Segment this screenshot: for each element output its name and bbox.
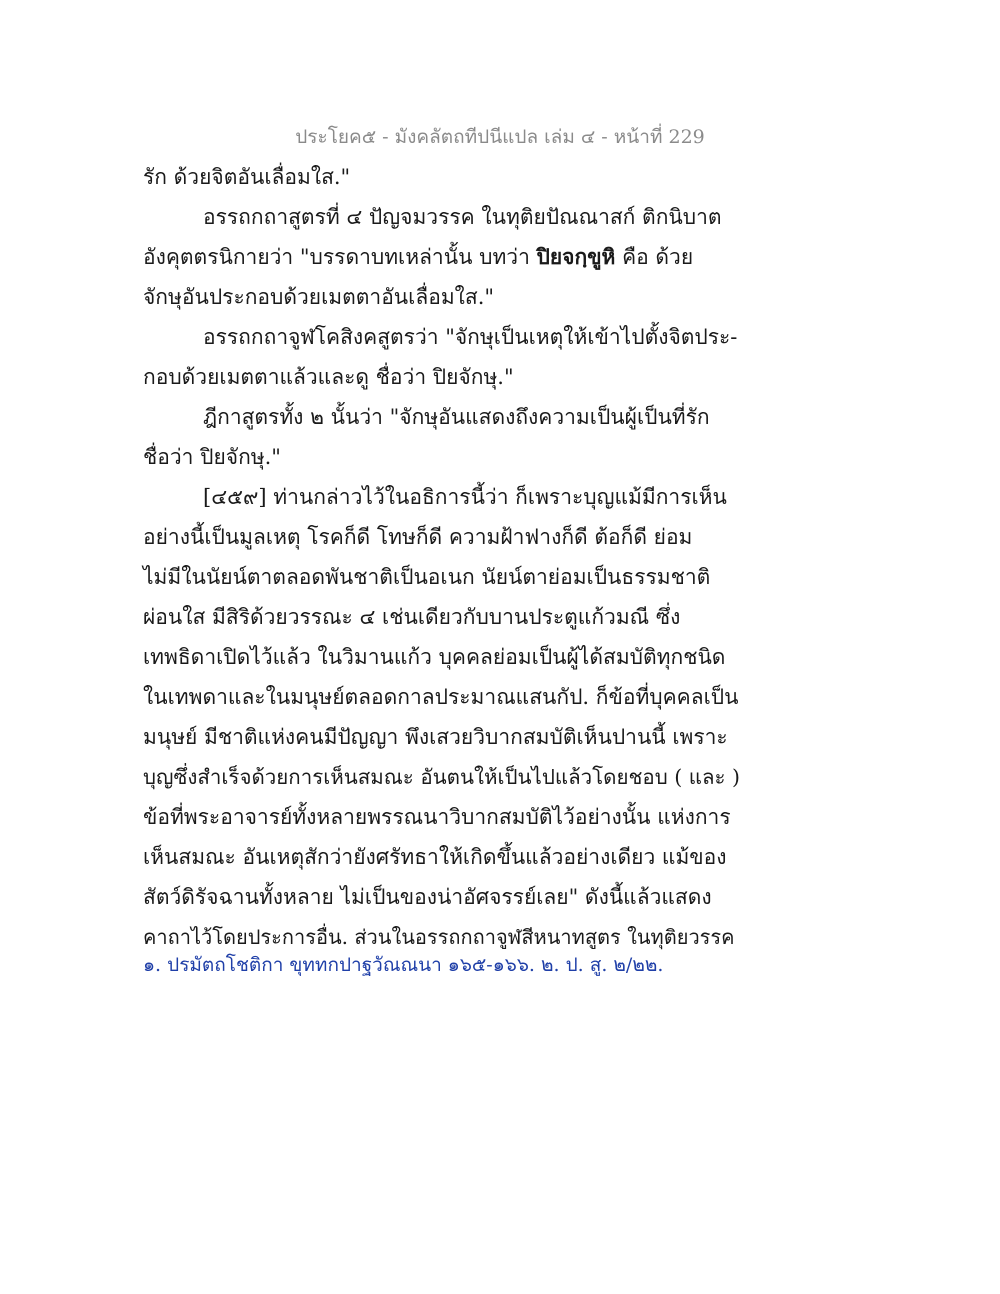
text-line: [143, 477, 743, 517]
line-text: บุญซึ่งสำเร็จด้วยการเห็นสมณะ อันตนให้เป็นไปแล้วโดยชอบ ( และ ): [143, 765, 741, 789]
running-title: ประโยค๕ - มังคลัตถทีปนีแปล เล่ม ๔ - หน้าที่ 229: [295, 126, 705, 148]
line-text: ชื่อว่า ปิยจักษุ.": [143, 445, 281, 469]
line-text: คือ ด้วย: [615, 245, 694, 269]
text-line: [143, 557, 743, 597]
text-line: [143, 197, 743, 237]
line-text: อังคุตตรนิกายว่า "บรรดาบทเหล่านั้น บทว่า: [143, 245, 537, 269]
line-text: รัก ด้วยจิตอันเลื่อมใส.": [143, 165, 351, 189]
text-line: [143, 597, 743, 637]
text-line: [143, 157, 743, 197]
text-line: [143, 717, 743, 757]
text-line: [143, 637, 743, 677]
line-text: สัตว์ดิรัจฉานทั้งหลาย ไม่เป็นของน่าอัศจรรย์เลย" ดังนี้แล้วแสดง: [143, 885, 712, 909]
running-header: [0, 122, 1000, 152]
text-line: [143, 317, 743, 357]
text-line: [143, 757, 743, 797]
text-line: [143, 357, 743, 397]
line-text: ในเทพดาและในมนุษย์ตลอดกาลประมาณแสนกัป. ก็ข้อที่บุคคลเป็น: [143, 685, 739, 709]
text-line: [143, 677, 743, 717]
line-text: ไม่มีในนัยน์ตาตลอดพันชาติเป็นอเนก นัยน์ตาย่อมเป็นธรรมชาติ: [143, 565, 711, 589]
line-text: อรรถกถาสูตรที่ ๔ ปัญจมวรรค ในทุติยปัณณาสก์ ติกนิบาต: [203, 205, 722, 229]
line-text: ฎีกาสูตรทั้ง ๒ นั้นว่า "จักษุอันแสดงถึงความเป็นผู้เป็นที่รัก: [203, 405, 710, 429]
body-text: [143, 157, 743, 957]
text-line: [143, 437, 743, 477]
line-text: คาถาไว้โดยประการอื่น. ส่วนในอรรถกถาจูฬสีหนาทสูตร ในทุติยวรรค: [143, 925, 735, 949]
text-line: [143, 397, 743, 437]
text-line: [143, 797, 743, 837]
text-line: [143, 277, 743, 317]
text-line: [143, 877, 743, 917]
line-text: เห็นสมณะ อันเหตุสักว่ายังศรัทธาให้เกิดขึ้นแล้วอย่างเดียว แม้ของ: [143, 845, 727, 869]
line-text: ผ่อนใส มีสิริด้วยวรรณะ ๔ เช่นเดียวกับบานประตูแก้วมณี ซึ่ง: [143, 605, 681, 629]
line-text: ข้อที่พระอาจารย์ทั้งหลายพรรณนาวิบากสมบัติไว้อย่างนั้น แห่งการ: [143, 805, 731, 829]
line-text: [๔๕๙] ท่านกล่าวไว้ในอธิการนี้ว่า ก็เพราะบุญแม้มีการเห็น: [203, 485, 727, 509]
footnote-text: ๑. ปรมัตถโชติกา ขุททกปาฐวัณณนา ๑๖๕-๑๖๖. ๒. ป. สู. ๒/๒๒.: [143, 954, 664, 976]
text-line: [143, 517, 743, 557]
line-text: กอบด้วยเมตตาแล้วและดู ชื่อว่า ปิยจักษุ.": [143, 365, 514, 389]
footnote: [143, 950, 663, 980]
line-text: อรรถกถาจูฬโคสิงคสูตรว่า "จักษุเป็นเหตุให้เข้าไปตั้งจิตประ-: [203, 325, 738, 349]
text-line: [143, 237, 743, 277]
text-line: [143, 837, 743, 877]
line-text: อย่างนี้เป็นมูลเหตุ โรคก็ดี โทษก็ดี ความฝ้าฟางก็ดี ต้อก็ดี ย่อม: [143, 525, 693, 549]
line-text: จักษุอันประกอบด้วยเมตตาอันเลื่อมใส.": [143, 285, 495, 309]
pali-term: ปิยจกฺขูหิ: [536, 244, 616, 269]
line-text: เทพธิดาเปิดไว้แล้ว ในวิมานแก้ว บุคคลย่อมเป็นผู้ได้สมบัติทุกชนิด: [143, 645, 726, 669]
line-text: มนุษย์ มีชาติแห่งคนมีปัญญา พึงเสวยวิบากสมบัติเห็นปานนี้ เพราะ: [143, 725, 728, 749]
